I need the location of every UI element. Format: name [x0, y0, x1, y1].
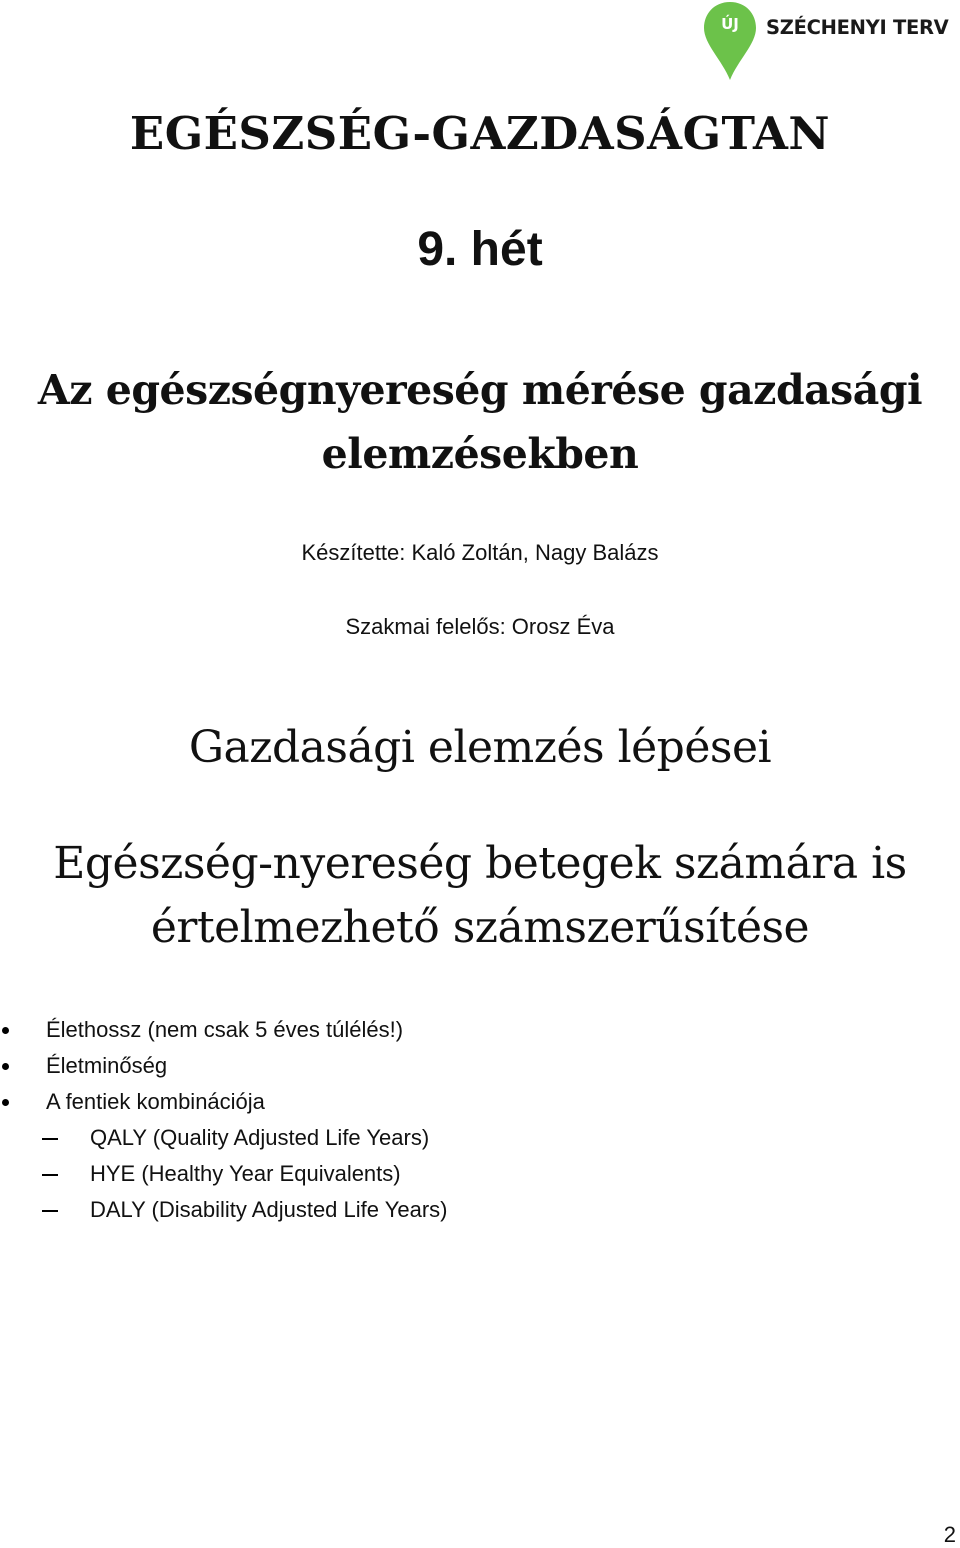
subheading-line-2: értelmezhető számszerűsítése — [150, 902, 810, 953]
list-item-text: Élethossz (nem csak 5 éves túlélés!) — [46, 1017, 404, 1042]
subheading-line-1: Egészség-nyereség betegek számára is — [53, 838, 907, 889]
dash-icon — [42, 1210, 58, 1212]
location-pin-icon — [700, 0, 766, 82]
dash-icon — [42, 1138, 58, 1140]
sub-list-item — [0, 1156, 960, 1192]
bullet-icon — [2, 1063, 9, 1070]
sub-list-item-text: QALY (Quality Adjusted Life Years) — [90, 1125, 430, 1150]
week-label: 9. hét — [417, 223, 543, 276]
lecture-title-line-2: elemzésekben — [321, 430, 639, 478]
sub-list-item — [0, 1192, 960, 1228]
supervisor-credit: Szakmai felelős: Orosz Éva — [345, 614, 615, 639]
lecture-title — [0, 358, 960, 486]
subheading — [0, 832, 960, 960]
page-number: 2 — [943, 1522, 956, 1547]
list-item — [0, 1084, 960, 1120]
authors-credit: Készítette: Kaló Zoltán, Nagy Balázs — [301, 540, 659, 565]
szechenyi-terv-logo — [700, 0, 960, 82]
list-item-text: Életminőség — [46, 1053, 168, 1078]
sub-list-item-text: DALY (Disability Adjusted Life Years) — [90, 1197, 448, 1222]
bullet-icon — [2, 1027, 9, 1034]
section-heading: Gazdasági elemzés lépései — [188, 722, 772, 773]
list-item — [0, 1048, 960, 1084]
dash-icon — [42, 1174, 58, 1176]
list-item — [0, 1012, 960, 1048]
content-list — [0, 1012, 960, 1228]
logo-wordmark: SZÉCHENYI TERV — [766, 16, 949, 39]
bullet-icon — [2, 1099, 9, 1106]
sub-list-item — [0, 1120, 960, 1156]
sub-list-item-text: HYE (Healthy Year Equivalents) — [90, 1161, 401, 1186]
list-item-text: A fentiek kombinációja — [46, 1089, 265, 1114]
logo-pin-label: ÚJ — [721, 15, 739, 33]
course-title: EGÉSZSÉG-GAZDASÁGTAN — [129, 107, 831, 160]
lecture-title-line-1: Az egészségnyereség mérése gazdasági — [37, 366, 923, 414]
